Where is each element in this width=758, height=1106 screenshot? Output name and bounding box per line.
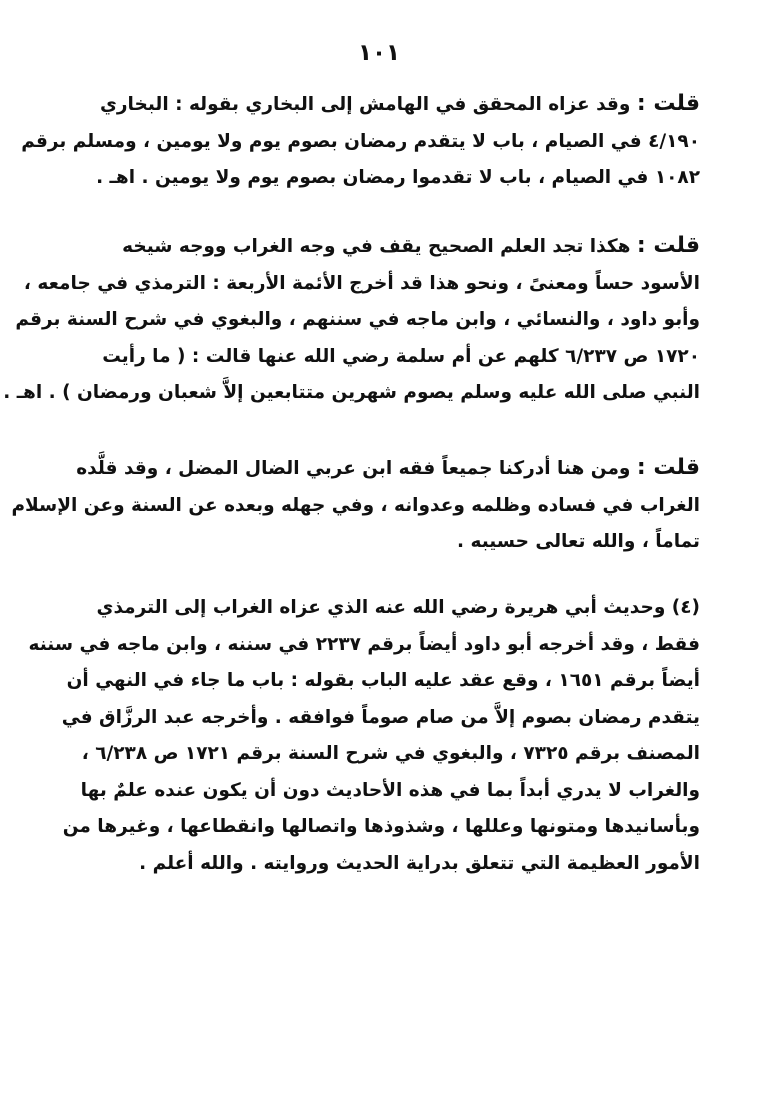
paragraph-lead: قلت : <box>636 233 700 258</box>
page-number: ١٠١ <box>357 40 401 66</box>
paragraph-lead: قلت : <box>636 91 700 116</box>
paragraph-line: المصنف برقم ٧٣٢٥ ، والبغوي في شرح السنة برقم ١٧٢١ ص ٦/٢٣٨ ، <box>81 743 700 764</box>
paragraph-line: النبي صلى الله عليه وسلم يصوم شهرين متتابعين إلاَّ شعبان ورمضان ) . اهـ . <box>3 382 700 403</box>
paragraph-line: الغراب في فساده وظلمه وعدوانه ، وفي جهله وبعده عن السنة وعن الإسلام <box>11 494 700 516</box>
paragraph-line: فقط ، وقد أخرجه أبو داود أيضاً برقم ٢٢٣٧ في سننه ، وابن ماجه في سننه <box>28 633 700 655</box>
paragraph-4 <box>28 590 700 882</box>
paragraph-line: قلت : ومن هنا أدركنا جميعاً فقه ابن عربي الضال المضل ، وقد قلَّده <box>76 455 700 480</box>
paragraph-line: ١٠٨٢ في الصيام ، باب لا تقدموا رمضان بصوم يوم ولا يومين . اهـ . <box>96 167 700 188</box>
paragraph-line: قلت : هكذا تجد العلم الصحيح يقف في وجه الغراب ووجه شيخه <box>122 233 700 258</box>
paragraph-2 <box>3 228 700 412</box>
paragraph-line: الأمور العظيمة التي تتعلق بدراية الحديث وروايته . والله أعلم . <box>139 852 700 874</box>
paragraph-lead: قلت : <box>636 455 700 480</box>
paragraph-3 <box>11 450 700 561</box>
paragraph-line: وبأسانيدها ومتونها وعللها ، وشذوذها واتصالها وانقطاعها ، وغيرها من <box>62 816 700 837</box>
paragraph-line: قلت : وقد عزاه المحقق في الهامش إلى البخاري بقوله : البخاري <box>99 91 700 116</box>
paragraph-line: وأبو داود ، والنسائي ، وابن ماجه في سننهم ، والبغوي في شرح السنة برقم <box>15 309 700 330</box>
paragraph-line: والغراب لا يدري أبداً بما في هذه الأحاديث دون أن يكون عنده علمٌ بها <box>80 779 700 801</box>
paragraph-1 <box>21 86 700 197</box>
paragraph-line: أيضاً برقم ١٦٥١ ، وقع عقد عليه الباب بقوله : باب ما جاء في النهي أن <box>66 670 700 691</box>
paragraph-line: ١٧٢٠ ص ٦/٢٣٧ كلهم عن أم سلمة رضي الله عنها قالت : ( ما رأيت <box>102 345 700 367</box>
paragraph-line: الأسود حساً ومعنىً ، ونحو هذا قد أخرج الأئمة الأربعة : الترمذي في جامعه ، <box>23 272 700 294</box>
paragraph-line: تماماً ، والله تعالى حسيبه . <box>457 531 700 552</box>
paragraph-line: يتقدم رمضان بصوم إلاَّ من صام صوماً فوافقه . وأخرجه عبد الرزَّاق في <box>61 706 700 728</box>
paragraph-line: (٤) وحديث أبي هريرة رضي الله عنه الذي عزاه الغراب إلى الترمذي <box>96 597 700 618</box>
paragraph-line: ٤/١٩٠ في الصيام ، باب لا يتقدم رمضان بصوم يوم ولا يومين ، ومسلم برقم <box>21 130 700 152</box>
